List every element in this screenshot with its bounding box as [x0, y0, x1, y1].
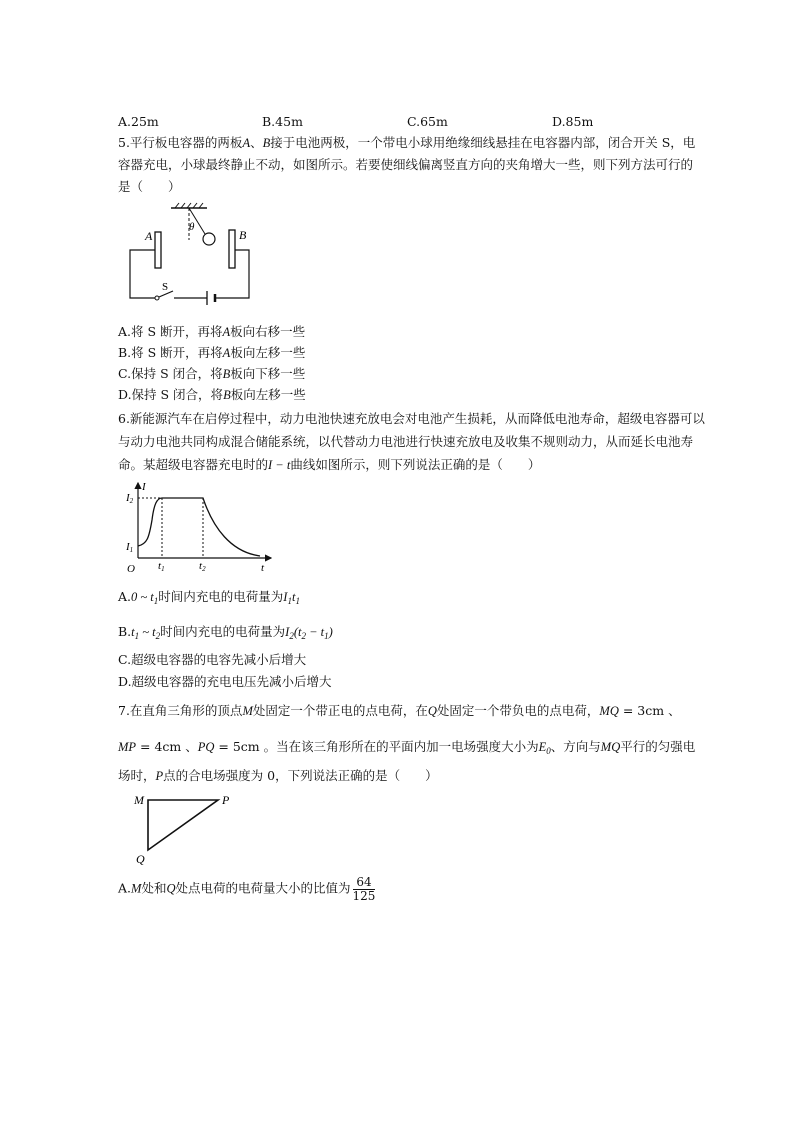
q6-option-c: C.超级电容器的电容先减小后增大 [118, 652, 307, 667]
charged-ball-icon [203, 233, 215, 245]
svg-text:B: B [239, 228, 247, 242]
ratio-fraction: $\frac{64}{125}$ [352, 875, 376, 903]
svg-text:t2: t2 [199, 560, 206, 573]
q5-option-b: B.将 S 断开，再将A板向左移一些 [118, 345, 306, 360]
svg-text:A: A [145, 229, 153, 243]
svg-text:t1: t1 [158, 560, 165, 573]
plate-a [155, 232, 161, 268]
q5-stem-line2: 容器充电，小球最终静止不动，如图所示。若要使细线偏离竖直方向的夹角增大一些，则下列方法可行的 [118, 157, 694, 172]
svg-text:θ: θ [189, 221, 195, 233]
q6-stem-line3: 命。某超级电容器充电时的I − t曲线如图所示，则下列说法正确的是（ ） [118, 457, 541, 472]
q5-option-a: A.将 S 断开，再将A板向右移一些 [118, 324, 306, 339]
q5-capacitor-figure [125, 200, 255, 304]
q6-it-graph [125, 480, 275, 575]
svg-text:I1: I1 [126, 541, 134, 554]
svg-text:O: O [127, 563, 135, 575]
q6-option-a: A.0 ~ $t_1$时间内充电的电荷量为$I_1t_1$ [118, 589, 300, 606]
q7-triangle-figure [130, 790, 240, 866]
q5-option-d: D.保持 S 闭合，将B板向左移一些 [118, 387, 306, 402]
q7-stem-line3: 场时，P点的合电场强度为 0，下列说法正确的是（ ） [118, 768, 438, 783]
q4-option-a: A.25m [118, 114, 159, 129]
svg-text:S: S [162, 281, 169, 293]
q6-option-b: $B.t_1$ ~ $t_2$时间内充电的电荷量为$I_2(t_2 - t_1)$ [118, 624, 333, 641]
q4-option-b: B.45m [262, 114, 303, 129]
q5-stem-line3: 是（ ） [118, 179, 181, 194]
q6-option-d: D.超级电容器的充电电压先减小后增大 [118, 674, 332, 689]
q7-stem-line2: MP = 4cm 、PQ = 5cm 。当在该三角形所在的平面内加一电场强度大小为$E_0$、方向与MQ平行的匀强电 [118, 739, 696, 756]
svg-text:Q: Q [136, 852, 145, 866]
svg-text:P: P [222, 793, 230, 807]
q5-option-c: C.保持 S 闭合，将B板向下移一些 [118, 366, 306, 381]
svg-text:M: M [134, 793, 144, 807]
q4-option-c: C.65m [407, 114, 448, 129]
q6-stem-line1: 6.新能源汽车在启停过程中，动力电池快速充放电会对电池产生损耗，从而降低电池寿命，超级电容器可以 [118, 411, 705, 426]
plate-b [229, 230, 235, 268]
it-curve [138, 498, 260, 556]
q7-stem-line1: 7.在直角三角形的顶点M处固定一个带正电的点电荷，在Q处固定一个带负电的点电荷，MQ = 3cm 、 [118, 703, 681, 718]
svg-text:I2: I2 [126, 492, 134, 505]
q7-option-a: A.M处和Q处点电荷的电荷量大小的比值为 $\frac{64}{125}$ [118, 875, 376, 903]
q5-stem-line1: 5.平行板电容器的两板A、B接于电池两极，一个带电小球用绝缘细线悬挂在电容器内部，闭合开关 S，电 [118, 135, 696, 150]
svg-text:t: t [261, 562, 265, 574]
q6-stem-line2: 与动力电池共同构成混合储能系统，以代替动力电池进行快速充放电及收集不规则动力，从而延长电池寿 [118, 434, 694, 449]
q4-option-d: D.85m [552, 114, 594, 129]
svg-text:I: I [142, 481, 146, 493]
